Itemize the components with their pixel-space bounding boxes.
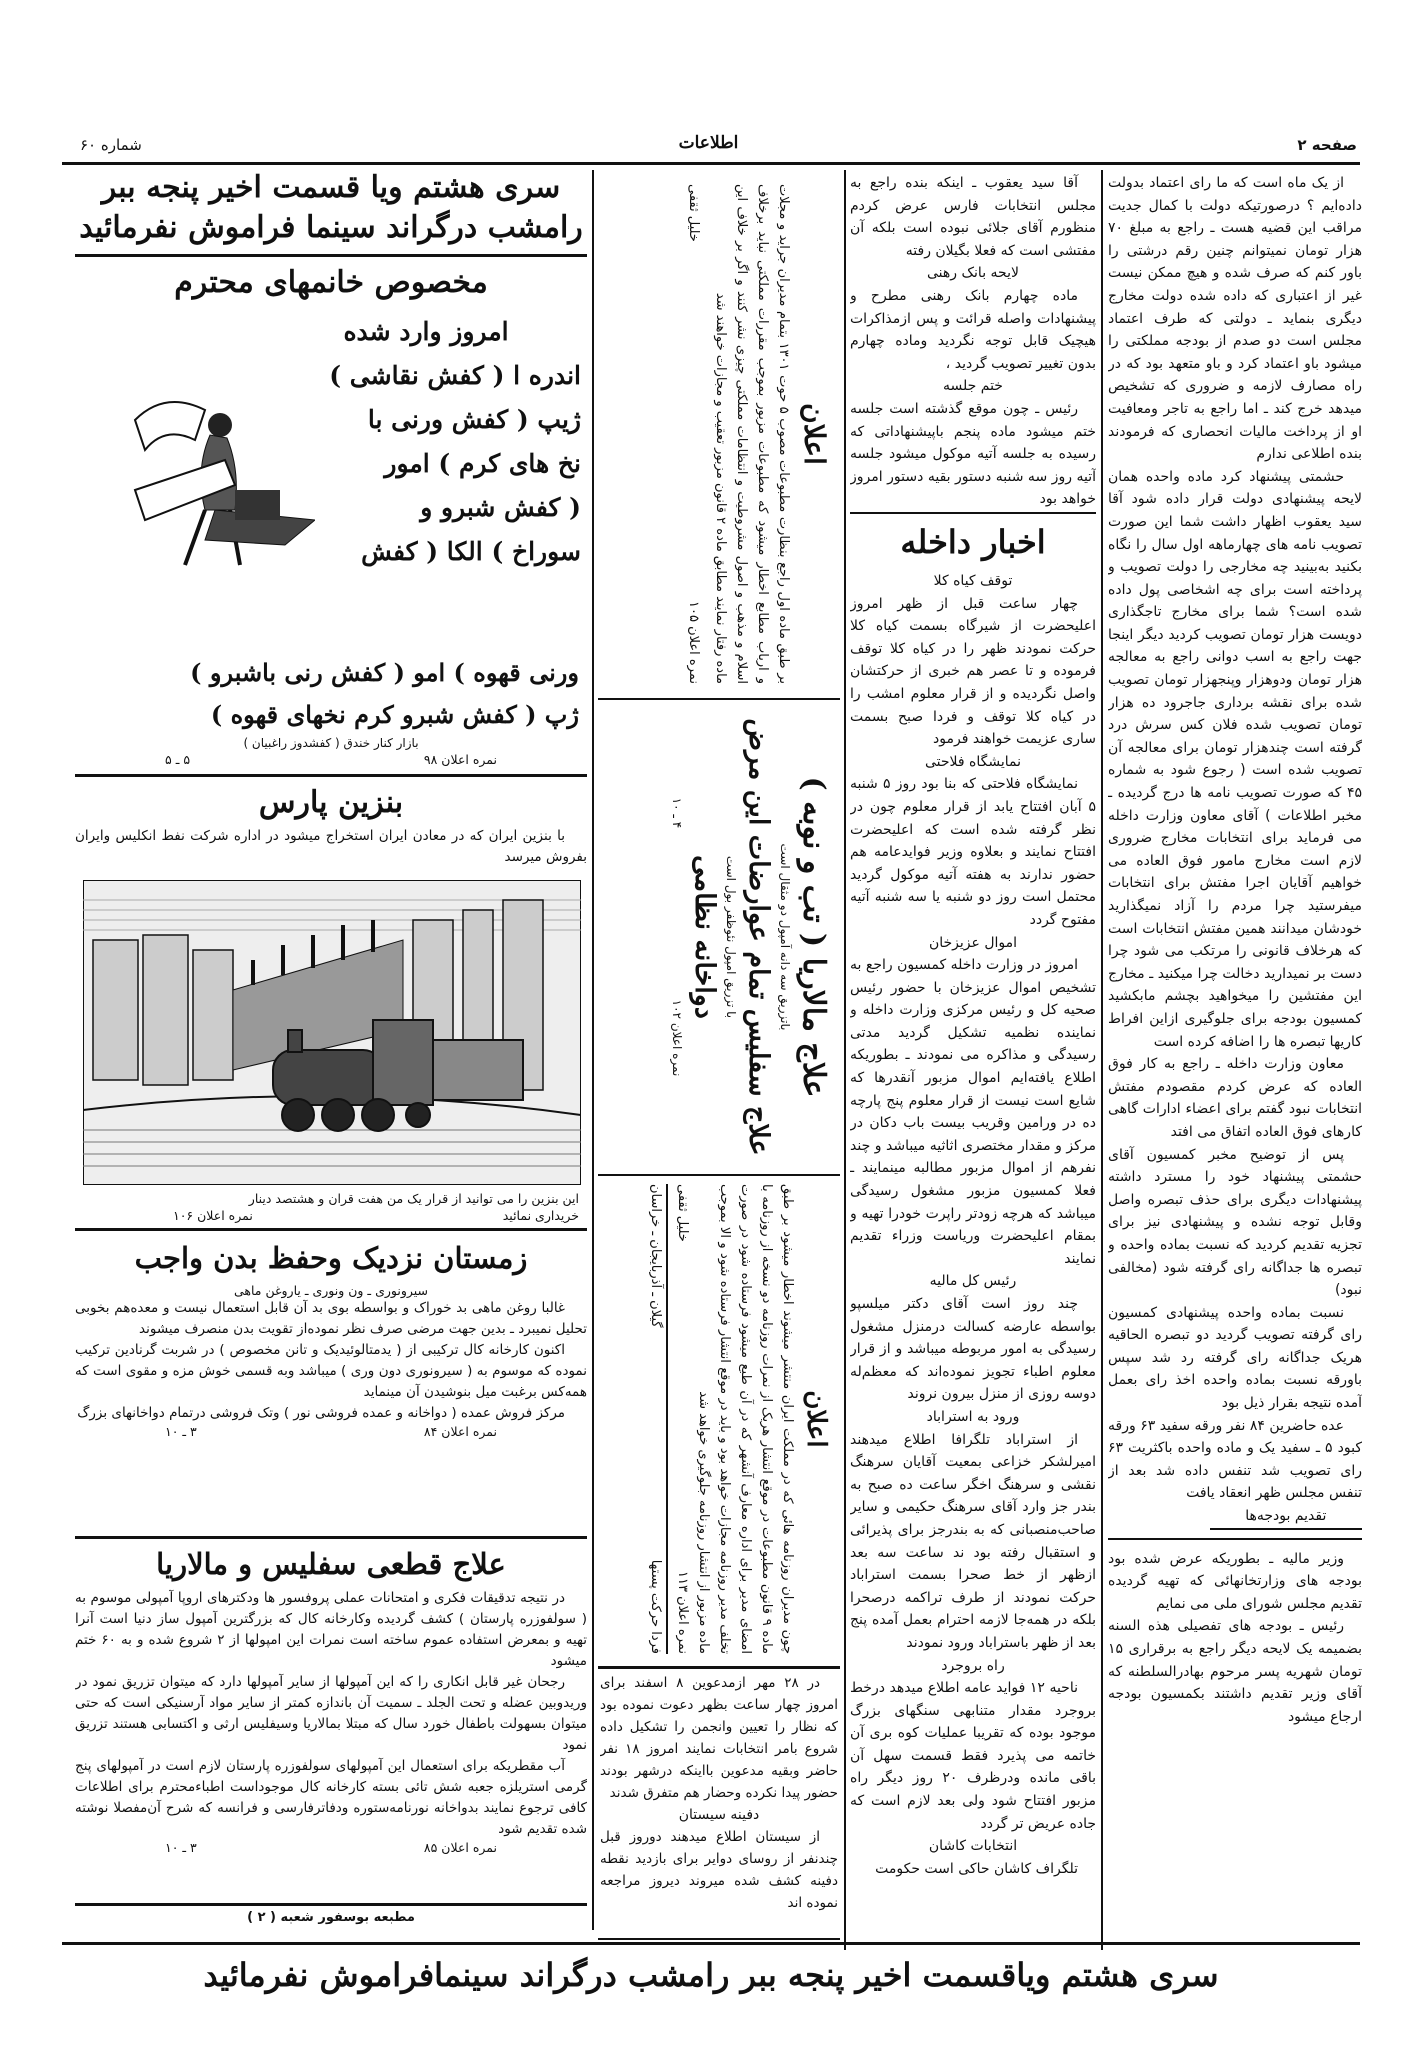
domestic-news-column — [850, 570, 1096, 1942]
article-paragraph: از سیستان اطلاع میدهند دوروز قبل چندنفر از روسای دوایر برای بازدید نقطه دفینه کشف شده میروند دیروز مراجعه نموده اند — [600, 1829, 838, 1911]
bottom-cinema-banner: سری هشتم ویاقسمت اخیر پنجه ببر رامشب درگراند سینمافراموش نفرمائید — [203, 1956, 1219, 1994]
shoe-line: ژپ ( کفش شبرو کرم نخهای قهوه ) — [210, 700, 579, 729]
shoe-ad — [75, 260, 587, 770]
benzine-title: بنزین پارس — [258, 785, 404, 820]
article-paragraph: رئیس ـ بودجه های تفصیلی هذه السنه بضمیمه یک لایحه دیگر راجع به برقراری ۱۵ تومان شهریه پسر مرحوم بهادرالسلطنه که آقای وزیر تقدیم داشتند بکمسیون بودجه ارجاع میشود — [1108, 1618, 1362, 1725]
ad-run: ۳ ـ ۱۰ — [165, 1424, 197, 1439]
column-divider — [1101, 170, 1103, 1950]
subheading: نمایشگاه فلاحتی — [924, 753, 1022, 770]
shoe-ad-title: مخصوص خانمهای محترم — [174, 265, 488, 300]
notice-signature: خلیل ثقفی — [675, 1184, 690, 1242]
subheading: ختم جلسه — [943, 378, 1003, 395]
column-divider — [592, 170, 594, 1930]
printer-name: مطبعه بوسفور شعبه ( ۲ ) — [247, 1910, 415, 1925]
subheading: انتخابات کاشان — [928, 1838, 1018, 1855]
pharmacy-name: دواخانه نظامی — [689, 855, 720, 1019]
section-rule — [598, 698, 840, 700]
shoe-line: نخ های کرم ) امور — [384, 449, 581, 478]
press-law-notice — [598, 172, 840, 696]
ad-number: نمره اعلان ۸۵ — [423, 1840, 497, 1855]
section-rule — [850, 512, 1096, 514]
article-paragraph: معاون وزارت داخله ـ راجع به کار فوق العاده که عرض کردم مقصودم مفتش انتخابات نبود گفتم برای اعضاء ادارات گاهی کارهای فوق العاده اتفاق می افتد — [1108, 1056, 1362, 1140]
subheading: لایحه بانک رهنی — [927, 265, 1019, 282]
ad-number: نمره اعلان ۱۰۲ — [670, 999, 684, 1077]
section-rule — [75, 774, 587, 777]
ad-run: ۳ ـ ۱۰ — [165, 1840, 197, 1855]
post-routes: گیلان ـ آذربایجان ـ خراسان — [648, 1184, 663, 1328]
post-departure: فردا حرکت پستها — [648, 1559, 663, 1654]
article-paragraph: ناحیه ۱۲ فواید عامه اطلاع میدهد درخط بروجرد مقدار متنابهی سنگهای بزرگ موجود بوده که تقریبا عملیات کوه بری آن خاتمه می پذیرد فقط قسمت سهل آن باقی مانده ودرظرف ۲۰ روز دیگر راه مزبور افتتاح شود ولی بعد لازم است که جاده عریض تر گردد — [850, 1680, 1096, 1832]
winter-tonic-ad — [75, 1233, 587, 1533]
domestic-news-heading: اخبار داخله — [900, 523, 1046, 561]
ad-number: نمره اعلان ۸۴ — [423, 1424, 497, 1439]
section-rule — [598, 1938, 840, 1940]
issue-number: شماره ۶۰ — [80, 136, 142, 154]
article-paragraph: وزیر مالیه ـ بطوریکه عرض شده بود بودجه های وزارتخانهائی که تهیه گردیده تقدیم مجلس شورای ملی می نمایم — [1108, 1550, 1362, 1612]
page-number: صفحه ۲ — [1297, 136, 1357, 154]
small-news-column — [600, 1672, 838, 1934]
ad-number: نمره اعلان ۹۸ — [423, 752, 497, 767]
ad-run: ۵ ـ ۵ — [165, 752, 191, 767]
article-paragraph: از استراباد تلگرافا اطلاع میدهند امیرلشکر خزاعی بمعیت آقایان سرهنگ نقشی و سرهنگ اخگر ساعت ده صبح به بندر جز وارد آقای سرهنگ حکیمی و سایر صاحب‌منصبانی که به بندرجز برای پذیرائی و استقبال رفته بود ند ساعت سه بعد ازظهر از خط صحرا بسمت استراباد حرکت نمودند از طرف تراکمه درصحرا بلکه در همه‌جا لازمه احترام بعمل آمده پنج بعد از ظهر باستراباد ورود نمودند — [850, 1431, 1096, 1651]
notice-heading: اعلان — [801, 1390, 831, 1448]
section-rule — [1108, 1538, 1362, 1540]
ad-paragraph: رجحان غیر قابل انکاری را که این آمپولها از سایر آمپولها دارد که میتوان تزریق نمود در وریدوبین عضله و تحت الجلد ـ سمیت آن باندازه کمتر از سایر مواد آرسنیکی است که حتی میتوان بسهولت باطفال خورد سال که مبتلا بمالاریا وسیفلیس ارثی و اکتسابی هستند تزریق نمود — [75, 1674, 587, 1753]
cinema-line-2: رامشب درگراند سینما فراموش نفرمائید — [79, 210, 583, 245]
syphilis-dosage: با تزریق امپول نئوظفر بول است — [724, 855, 738, 1019]
article-paragraph: عده حاضرین ۸۴ نفر ورقه سفید ۶۳ ورقه کبود ۵ ـ سفید یک و ماده واحده باکثریت ۶۳ رای تصویب شد تنفس داده شد بعد از تنفس مجلس ظهر انعقاد یافت — [1108, 1417, 1362, 1502]
section-rule — [75, 1903, 587, 1906]
section-rule — [75, 1228, 587, 1231]
notice-body: چون مدیران روزنامه هائی که در مملکت ایران منتشر میشوند اخطار میشود بر طبق ماده ۹ قانون مطبوعات در موقع انتشار هریک از نمرات روزنامه دو نسخه از روزنامه با امضای مدیر برای اداره معارف آنشهر که در آن طبع میشود فرستاده شود در صورت تخلف مدیر روزنامه مجازات خواهد بود و باید در موقع انتشار فرستاده شود و الا بموجب ماده مزبور از انتشار روزنامه جلوگیری خواهد شد — [696, 1184, 795, 1654]
malaria-headline: علاج مالاریا ( تب و نوبه ) — [796, 776, 831, 1098]
ad-number: نمره اعلان ۱۰۶ — [173, 1208, 253, 1223]
malaria-syphilis-ad — [598, 702, 840, 1172]
section-rule — [598, 1666, 840, 1669]
section-rule — [75, 1536, 587, 1539]
shoe-line: اندره ا ( کفش نقاشی ) — [329, 361, 581, 390]
article-paragraph: رئیس ـ چون موقع گذشته است جلسه ختم میشود ماده پنجم باپیشنهاداتی که رسیده به جلسه آتیه موکول میشود جلسه آتیه روز سه شنبه دستور بقیه دستور امروز خواهد بود — [850, 400, 1096, 507]
notice-body: بر طبق ماده اول راجع بنظارت مطبوعات مصوب ۵ حوت ۱۳۰۱ بتمام مدیران جراید و مجلات و ارباب مطابع اخطار میشود که مطبوعات مزبور بموجب مقررات مملکتی نباید برخلاف اسلام و مذهب و اصول مشروطیت و انتظامات مملکتی چیزی نشر کنند و اگر بر خلاف این ماده رفتار نمایند مطابق ماده ۲ قانون مزبور تعقیب و مجازات خواهند شد — [713, 184, 791, 684]
article-paragraph: تلگراف کاشان حاکی است حکومت — [875, 1860, 1078, 1877]
notice-signature: خلیل ثقفی — [686, 184, 701, 242]
shoe-shop-address: بازار کنار خندق ( کفشدوز راغبیان ) — [243, 736, 419, 750]
ad-paragraph: غالبا روغن ماهی بد خوراک و بواسطه بوی بد آن قابل استعمال نیست و معده‌هم بخوبی تحلیل نمیبرد ـ بدین جهت مرضی صرف نظر نموده‌از تقویت بدن منصرف میشوند — [75, 1300, 587, 1337]
shoe-line: ژیپ ( کفش ورنی با — [367, 405, 581, 434]
ad-paragraph: مرکز فروش عمده ( دواخانه و عمده فروشی نور ) وتک فروشی درتمام دواخانهای بزرگ — [77, 1405, 565, 1421]
article-paragraph: پس از توضیح مخبر کمسیون آقای حشمتی پیشنهاد خود را مسترد داشته پیشنهادات دیگری برای حذف تبصره واصل وقابل توجه نشده و پیشنهادی نیز برای تجزیه تقدیم کردید که نسبت بماده واحده و تبصره ها جداگانه رای گرفته شود (مخالفی نبود) — [1108, 1146, 1362, 1299]
ad-run: ۴ ـ ۱۰ — [670, 797, 684, 829]
article-paragraph: امروز در وزارت داخله کمسیون راجع به تشخیص اموال عزیزخان با حضور رئیس صحیه کل و رئیس مرکزی وزارت داخله و نماینده نظمیه تشکیل گردید مدتی رسیدگی و مذاکره می نمودند ـ بطوریکه اطلاع یافته‌ایم اموال مزبور آنقدرها که شایع است نیست از قرار معلوم پنج پارچه ده در ورامین وقریب بیست باب دکان در مرکز و مقدار مختصری اثاثیه میباشد و چند نفرهم از اموال مزبور مطالبه مینمایند ـ فعلا کمسیون مزبور مشغول رسیدگی میباشد که هرچه زودتر راپرت خودرا تهیه و بمقام اعلیحضرت وریاست وزراء تقدیم نمایند — [850, 957, 1096, 1267]
parliament-report-continued — [850, 172, 1096, 507]
winter-ad-subtitle: سیرونوری ـ ون ونوری ـ یاروغن ماهی — [233, 1283, 429, 1298]
newspaper-notice — [598, 1178, 840, 1660]
shoe-line: ( کفش شبرو و — [420, 493, 581, 522]
subheading: رئیس کل مالیه — [929, 1273, 1017, 1290]
article-paragraph: چند روز است آقای دکتر میلسپو بواسطه عارضه کسالت درمنزل مشغول رسیدگی به امور مربوطه میباشد و از قرار معلوم اطباء تجویز نموده‌اند که معظم‌له دوسه روزی از منزل بیرون نروند — [850, 1296, 1096, 1403]
subheading: راه بروجرد — [941, 1657, 1005, 1674]
article-paragraph: چهار ساعت قبل از ظهر امروز اعلیحضرت از شیرگاه بسمت کیاه کلا حرکت نمودند ظهر را در کیاه کلا توقف فرموده و تا عصر هم خبری از حرکتشان واصل نگردیده و از قرار معلوم امشب را در کیاه کلا توقف و فردا صبح بسمت ساری عزیمت خواهند فرمود — [850, 595, 1096, 748]
article-paragraph: نمایشگاه فلاحتی که بنا بود روز ۵ شنبه ۵ آبان افتتاح یابد از قرار معلوم چون در نظر گرفته شده است که اعلیحضرت افتتاح نمایند و بعلاوه وزیر فوایدعامه هم حضور ندارند به هفته آتیه موکول گردید محتمل است روز دو شنبه یا سه شنبه آتیه مفتوح گردد — [850, 776, 1096, 928]
article-paragraph: نسبت بماده واحده پیشنهادی کمسیون رای گرفته تصویب گردید دو تبصره الحاقیه هریک جداگانه رای گرفته رد شد سپس باورقه نسبت بماده واحده اخذ رای بعمل آمده نتیجه بقرار ذیل بود — [1108, 1304, 1362, 1412]
article-paragraph: حشمتی پیشنهاد کرد ماده واحده همان لایحه پیشنهادی دولت قرار داده شود آقا سید یعقوب اظهار داشت شما این صورت تصویب نامه های چهارماهه اول سال را نگاه بکنید به‌بینید چه مخارجی را دولت تصویب و پرداخته است برای چه اشخاصی پول داده شده است؟ شما برای مخارج تاجگذاری دویست هزار تومان تصویب کردید دیگر اینجا جهت راجع به اسب دوانی راجع به معالجه هزار تومان ودوهزار وپنجهزار تومان تصویب شده برای نقشه برداری جاجرود ده هزار تومان تصویب شده فلان کس سرش درد گرفته است چندهزار تومان برای معالجه آن تصویب شده است ( رجوع شود به شماره ۴۵ که صورت تصویب نامه ها درج گردیده ـ مخبر اطلاعات ) آقای معاون وزارت داخله می فرماید برای انتخابات مخارج ضروری لازم است مخارج مامور فوق العاده می خواهیم آقایان اجرا مفتش برای انتخابات میفرستید چرا مردم را آزاد نمیگذارید خودشان میدانند همین مفتش انتخابات است که هرخلاف قانونی را مرتکب می شود چرا دست بر نمیدارید دخالت چرا میکنید ـ مخارج این مفتشین را میخواهید بچشم مابکشید کمسیون بودجه برای جلوگیری ازاین افراط کاریها تبصره ها را اضافه کرده است — [1108, 468, 1362, 1050]
section-rule — [598, 1174, 840, 1176]
benzine-buy: خریداری نمائید — [502, 1208, 579, 1223]
subheading: توقف کیاه کلا — [933, 573, 1013, 589]
subheading: ورود به استراباد — [926, 1408, 1020, 1425]
article-paragraph: از یک ماه است که ما رای اعتماد بدولت داده‌ایم ؟ درصورتیکه دولت با کمال جدیت مراقب این قضیه هست ـ راجع به مبلغ ۷۰ هزار تومان نمیتوانم چنین رقم درشتی را باور کنم که صرف شده و هیچ ممکن نیست غیر از اعتباری که داده شده دولت مخارج دیگری بنماید ـ دولتی که طرف اعتماد مجلس است دو صدم از بودجه مملکتی را میشود باو اعتماد کرد و باو متعهد بود که در راه مصارف لازمه و ضروری که تشخیص میدهد خرج کند ـ اما راجع به تاجر ومعافیت او از پرداخت مالیات انحصاری که فرمودند بنده اطلاعی ندارم — [1108, 175, 1362, 463]
article-paragraph: در ۲۸ مهر ازمدعوین ۸ اسفند برای امروز چهار ساعت بظهر دعوت نموده بود که نظار را تعیین وانجمن را تشکیل داده شروع بامر انتخابات نمایند امروز ۱۸ نفر حاضر وبقیه مدعوین بااینکه درشهر بودند حضور پیدا نکرده وحضار هم متفرق شدند — [600, 1675, 838, 1801]
shoe-line: ورنی قهوه ) امو ( کفش رنی باشبرو ) — [190, 658, 579, 687]
footer-rule — [62, 1942, 1360, 1945]
article-paragraph: آقا سید یعقوب ـ اینکه بنده راجع به مجلس انتخابات فارس عرض کردم منظورم آقای جلائی نبوده است بلکه آن مفتشی است که فعلا بگیلان رفته — [850, 175, 1096, 259]
shoe-line: امروز وارد شده — [343, 317, 509, 346]
benzine-price: این بنزین را می توانید از قرار یک من هفت قران و هشتصد دینار — [248, 1191, 579, 1206]
notice-number: نمره اعلان ۱۰۵ — [686, 600, 701, 684]
subheading: تقدیم بودجه‌ها — [1210, 1505, 1362, 1530]
shoe-line: سوراخ ) الکا ( کفش — [361, 537, 581, 566]
refinery-train-illustration — [83, 880, 581, 1185]
subheading: دفینه سیستان — [678, 1807, 760, 1823]
malaria-dosage: باتزریق سه دانه آمپول دو مثقال است — [778, 843, 792, 1031]
woman-with-shoes-illustration — [115, 380, 315, 580]
parliament-report-column — [1108, 172, 1362, 1940]
ad-paragraph: آب مقطریکه برای استعمال این آمپولهای سولفوزره پارستان لازم است در آمپولهای پنج گرمی استریلزه جعبه شش تائی بسته کارخانه کال موجوداست اطباءمحترم برای اطلاعات کافی ترجوع نمایند بدواخانه نورنامه‌ستوره ودفاترفارسی و فرانسه که شرح آن‌مفصلا نوشته شده تقدیم شود — [75, 1758, 587, 1837]
notice-number: نمره اعلان ۱۱۳ — [675, 1570, 690, 1654]
ad-paragraph: اکنون کارخانه کال ترکیبی از ( یدمتالوئیدیک و تانن مخصوص ) در شربت گرنادین ترکیب نموده که موسوم به ( سیرونوری دون وری ) میباشد وبه قسمی خوش مزه و مقوی است که همه‌کس برغبت میل بنوشیدن آن مینماید — [75, 1342, 587, 1400]
header-rule — [62, 162, 1360, 165]
syphilis-malaria-ad — [75, 1540, 587, 1900]
winter-ad-title: زمستان نزدیک وحفظ بدن واجب — [134, 1241, 528, 1275]
notice-heading: اعلان — [798, 403, 831, 465]
section-rule — [75, 254, 587, 257]
cinema-banner — [75, 168, 587, 248]
syphilis-headline: علاج سفلیس تمام عوارضات این مرض — [743, 718, 774, 1156]
ad-paragraph: در نتیجه تدقیقات فکری و امتحانات عملی پروفسور ها ودکترهای اروپا آمپولی موسوم به ( سولفوزره پارستان ) کشف گردیده وکارخانه کال که بزرگترین آمپول ساز دنیا است آنرا تهیه و بمعرض استفاده عموم ساخته است نمرات این امپولها از ۲ شروع شده و به ۶۰ ختم میشود — [75, 1590, 587, 1669]
syphilis-ad-title: علاج قطعی سفلیس و مالاریا — [156, 1547, 506, 1581]
column-divider — [844, 170, 846, 1950]
benzine-intro: با بنزین ایران که در معادن ایران استخراج میشود در اداره شرکت نفط انکلیس وایران بفروش میرسد — [75, 828, 587, 865]
cinema-line-1: سری هشتم ویا قسمت اخیر پنجه ببر — [101, 170, 561, 205]
article-paragraph: ماده چهارم بانک رهنی مطرح و پیشنهادات واصله قرائت و پس ازمذاکرات هیچیک قابل توجه نگردید وماده چهارم بدون تغییر تصویب گردید ، — [850, 287, 1096, 372]
masthead-title: اطلاعات — [678, 133, 739, 153]
benzine-ad — [75, 780, 587, 1225]
subheading: اموال عزیزخان — [928, 934, 1018, 951]
